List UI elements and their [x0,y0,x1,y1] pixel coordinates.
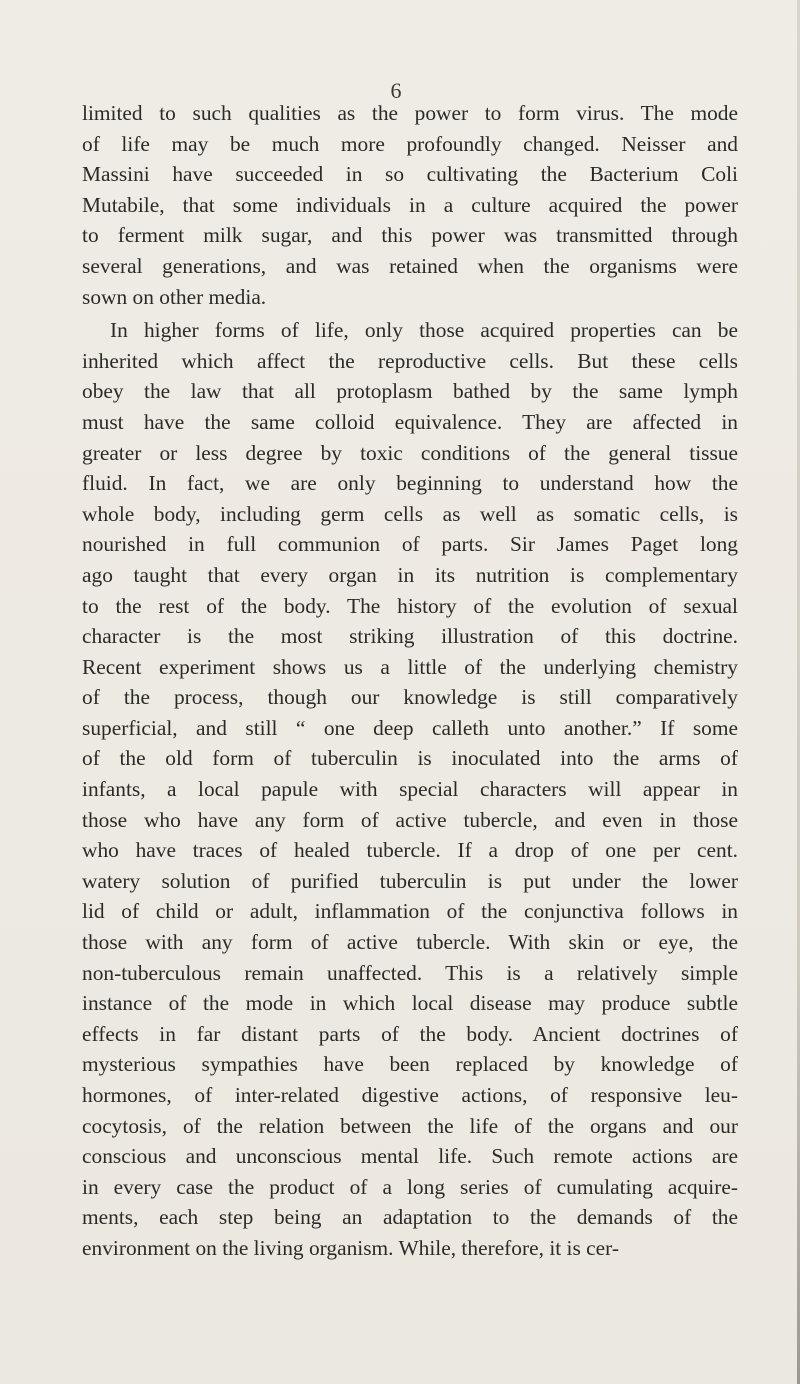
text-line: hormones, of inter-related digestive actions, of responsive leu- [82,1083,738,1107]
text-line: greater or less degree by toxic conditions of the general tissue [82,440,738,465]
text-line: obey the law that all protoplasm bathed by the same lymph [82,379,738,404]
text-line: of life may be much more profoundly changed. Neisser and [82,131,738,156]
text-line: non-tuberculous remain unaffected. This is a relatively simple [82,960,738,985]
text-line: In higher forms of life, only those acquired properties can be [110,318,738,343]
text-line: Recent experiment shows us a little of the underlying chemistry [82,654,738,679]
body-text [82,98,738,1264]
paragraph-2 [82,315,738,1263]
paragraph-1 [82,98,738,312]
text-line: superficial, and still “ one deep calleth unto another.” If some [82,715,738,740]
page-number-text: 6 [390,78,402,103]
text-line: must have the same colloid equivalence. They are affected in [82,409,738,434]
text-line: Mutabile, that some individuals in a culture acquired the power [82,192,738,217]
text-line: in every case the product of a long series of cumulating acquire- [82,1174,738,1199]
text-line: inherited which affect the reproductive cells. But these cells [82,348,738,373]
text-line: to ferment milk sugar, and this power was transmitted through [82,223,738,248]
text-line: of the process, though our knowledge is still comparatively [82,685,738,710]
text-line: character is the most striking illustration of this doctrine. [82,624,738,649]
text-line: who have traces of healed tubercle. If a drop of one per cent. [82,838,738,863]
text-line: instance of the mode in which local disease may produce subtle [82,991,738,1016]
text-line: infants, a local papule with special characters will appear in [82,777,738,802]
text-line: Massini have succeeded in so cultivating the Bacterium Coli [82,162,738,187]
text-line: several generations, and was retained when the organisms were [82,253,738,278]
text-line: conscious and unconscious mental life. Such remote actions are [82,1144,738,1169]
text-line: whole body, including germ cells as well as somatic cells, is [82,501,738,526]
text-line: of the old form of tuberculin is inoculated into the arms of [82,746,738,771]
text-line: mysterious sympathies have been replaced by knowledge of [82,1052,738,1077]
text-line: limited to such qualities as the power to form virus. The mode [82,101,738,125]
text-line: ago taught that every organ in its nutrition is complementary [82,562,738,587]
text-line: lid of child or adult, inflammation of the conjunctiva follows in [82,899,738,924]
text-line: fluid. In fact, we are only beginning to understand how the [82,471,738,496]
text-line: those with any form of active tubercle. With skin or eye, the [82,930,738,955]
text-line: effects in far distant parts of the body. Ancient doctrines of [82,1021,738,1046]
text-line: cocytosis, of the relation between the life of the organs and our [82,1113,738,1138]
text-line: watery solution of purified tuberculin is put under the lower [82,868,738,893]
text-line: ments, each step being an adaptation to the demands of the [82,1205,738,1230]
text-line: environment on the living organism. While, therefore, it is cer- [82,1235,619,1260]
text-line: nourished in full communion of parts. Sir James Paget long [82,532,738,557]
text-line: those who have any form of active tubercle, and even in those [82,807,738,832]
text-line: sown on other media. [82,284,267,309]
text-line: to the rest of the body. The history of the evolution of sexual [82,593,738,618]
